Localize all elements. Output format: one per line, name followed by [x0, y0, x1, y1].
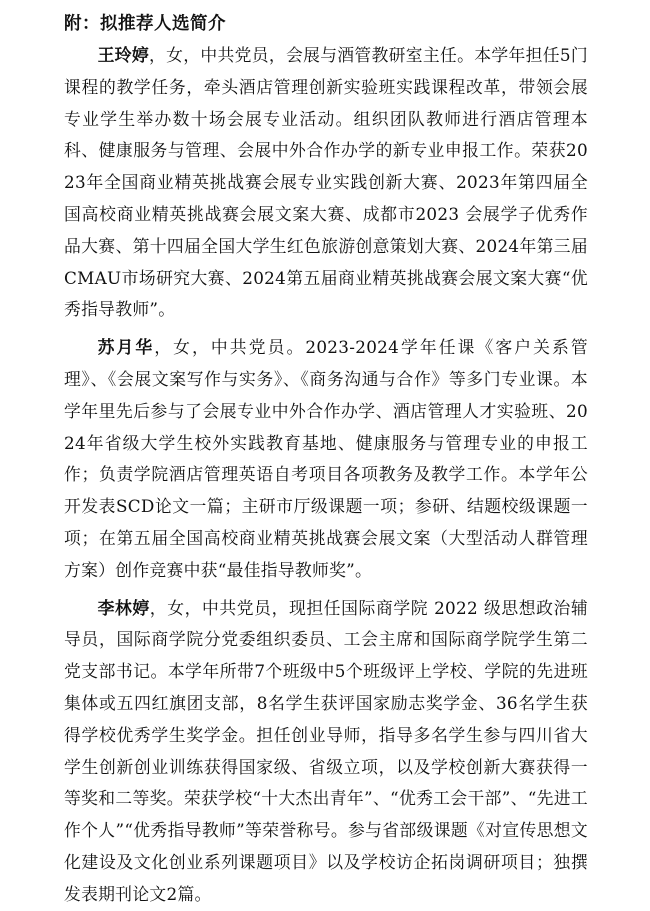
bio-text-wang: ，女，中共党员，会展与酒管教研室主任。本学年担任5门课程的教学任务，牵头酒店管理创新实验班实践课程改革，带领会展专业学生举办数十场会展专业活动。组织团队教师进行酒店管理本科、健康服务与管理、会展中外合作办学的新专业申报工作。荣获2023年全国商业精英挑战赛会展专业实践创新大赛、2023年第四届全国高校商业精英挑战赛会展文案大赛、成都市2023 会展学子优秀作品大赛、第十四届全国大学生红色旅游创意策划大赛、2024年第三届CMAU市场研究大赛、2024第五届商业精英挑战赛会展文案大赛“优秀指导教师”。	[64, 45, 588, 320]
bio-name-wang: 王玲婷	[97, 45, 149, 65]
bio-text-li: ，女，中共党员，现担任国际商学院 2022 级思想政治辅导员，国际商学院分党委组织委员、工会主席和国际商学院学生第二党支部书记。本学年所带7个班级中5个班级评上学校、学院的先进班集体或五四红旗团支部，8名学生获评国家励志奖学金、36名学生获得学校优秀学生奖学金。担任创业导师，指导多名学生参与四川省大学生创新创业训练获得国家级、省级立项，以及学校创新大赛获得一等奖和二等奖。荣获学校“十大杰出青年”、“优秀工会干部”、“先进工作个人”“优秀指导教师”等荣誉称号。参与省部级课题《对宣传思想文化建设及文化创业系列课题项目》以及学校访企拓岗调研项目；独撰发表期刊论文2篇。	[64, 597, 589, 904]
bio-name-li: 李林婷	[97, 597, 150, 618]
bio-paragraph-su	[64, 332, 588, 586]
document-heading: 附：拟推荐人选简介	[64, 14, 226, 34]
bio-text-su: ，女，中共党员。2023-2024学年任课《客户关系管理》、《会展文案写作与实务》、《商务沟通与合作》等多门专业课。本学年里先后参与了会展专业中外合作办学、酒店管理人才实验班、2024年省级大学生校外实践教育基地、健康服务与管理专业的申报工作；负责学院酒店管理英语自考项目各项教务及教学工作。本学年公开发表SCD论文一篇；主研市厅级课题一项；参研、结题校级课题一项；在第五届全国高校商业精英挑战赛会展文案（大型活动人群管理方案）创作竞赛中获“最佳指导教师奖”。	[64, 337, 589, 580]
bio-name-su: 苏月华	[97, 337, 155, 358]
bio-paragraph-li	[64, 593, 588, 911]
bio-paragraph-wang	[64, 40, 588, 326]
